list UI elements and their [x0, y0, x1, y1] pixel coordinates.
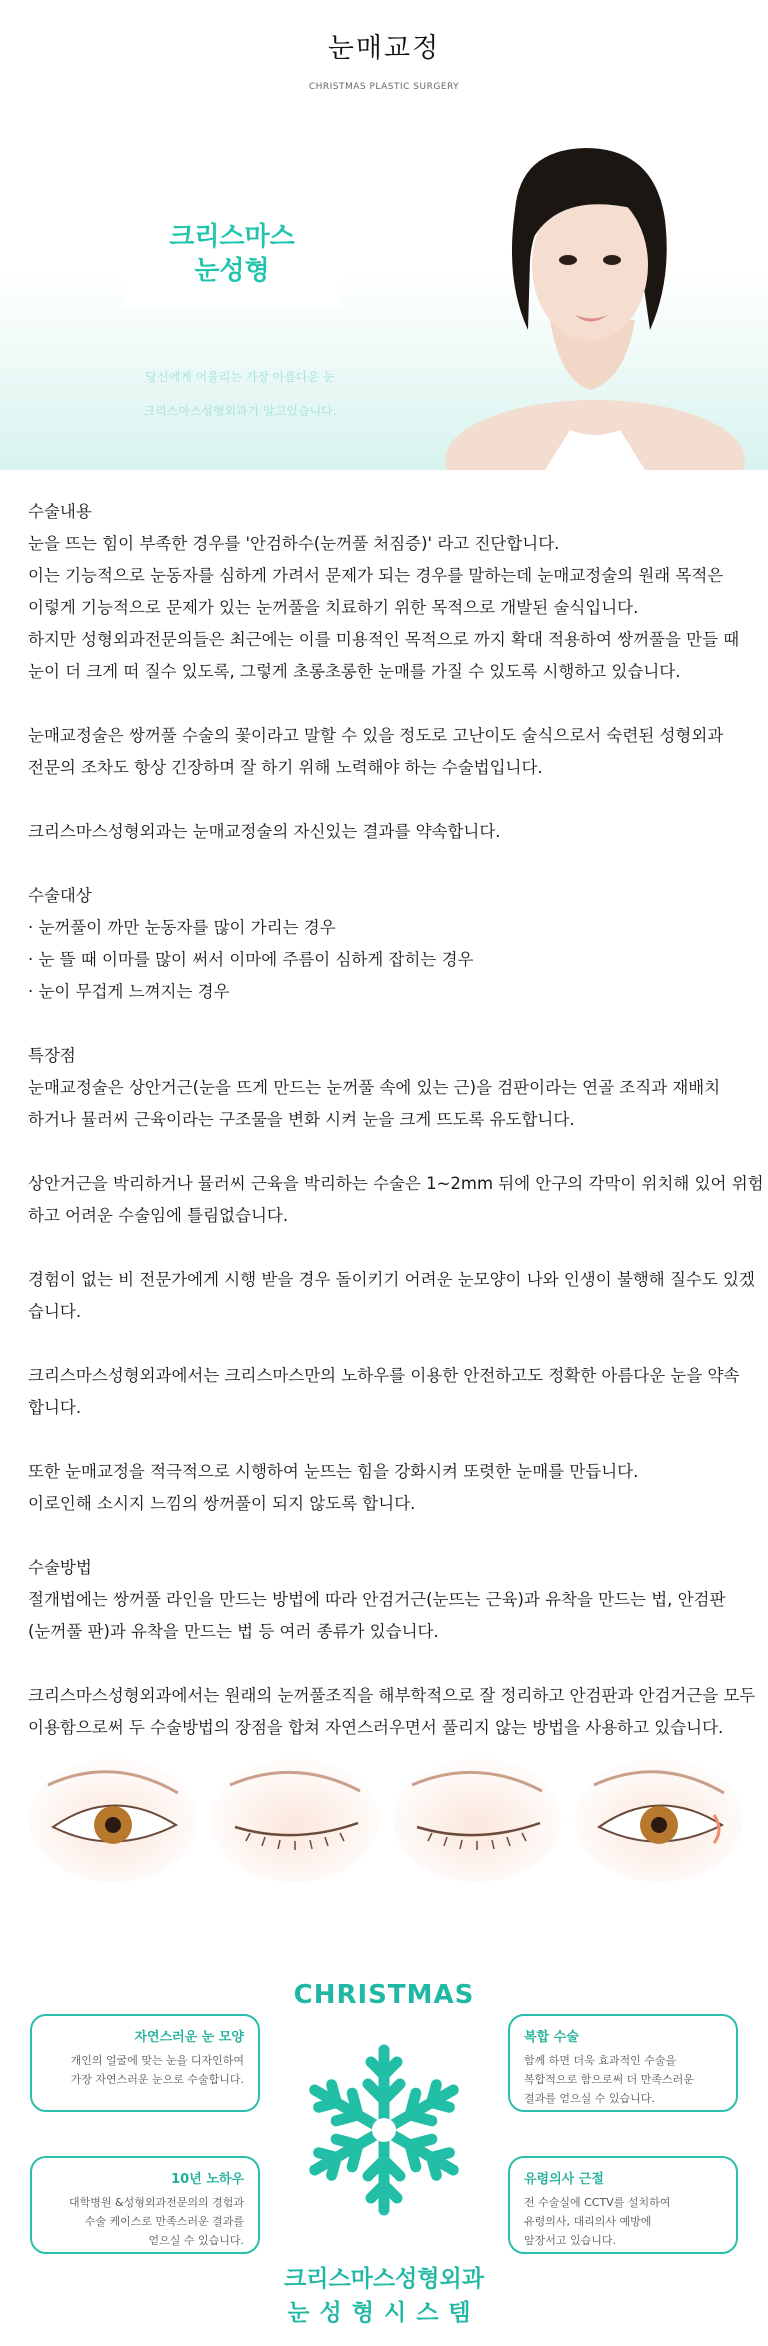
procedure-description: [28, 496, 764, 1744]
list-item: · 눈 뜰 때 이마를 많이 써서 이마에 주름이 심하게 잡히는 경우: [28, 950, 474, 969]
text-line: 눈매교정술은 쌍꺼풀 수술의 꽃이라고 말할 수 있을 정도로 고난이도 술식으로서 숙련된 성형외과: [28, 726, 724, 745]
feature-card-natural: [30, 2014, 260, 2112]
eye-surgery-system: [0, 1970, 768, 2346]
text-line: 하고 어려운 수술임에 틀림없습니다.: [28, 1206, 289, 1225]
text-line: 습니다.: [28, 1302, 82, 1321]
card-desc-line: 수술 케이스로 만족스러운 결과를: [84, 2215, 244, 2228]
closed-eye-icon: [392, 1745, 562, 1885]
section-heading: 특장점: [28, 1046, 76, 1065]
system-brand: CHRISTMAS: [293, 1980, 475, 2010]
eye-illustrations: [28, 1745, 740, 1885]
hero-tagline-line1: 당신에게 어울리는 가장 아름다운 눈: [145, 370, 335, 384]
open-eye-icon: [574, 1745, 744, 1885]
snowflake-icon: [294, 2040, 474, 2220]
card-title: 유령의사 근절: [524, 2172, 604, 2187]
card-desc-line: 함께 하면 더욱 효과적인 수술을: [524, 2054, 677, 2067]
feature-card-combined: [508, 2014, 738, 2112]
section-heading: 수술방법: [28, 1558, 92, 1577]
text-line: 이는 기능적으로 눈동자를 심하게 가려서 문제가 되는 경우를 말하는데 눈매교정술의 원래 목적은: [28, 566, 724, 585]
text-line: 하거나 뮬러씨 근육이라는 구조물을 변화 시켜 눈을 크게 뜨도록 유도합니다.: [28, 1110, 575, 1129]
text-line: 눈이 더 크게 떠 질수 있도록, 그렇게 초롱초롱한 눈매를 가질 수 있도록 시행하고 있습니다.: [28, 662, 681, 681]
text-line: 크리스마스성형외과에서는 원래의 눈꺼풀조직을 해부학적으로 잘 정리하고 안검판과 안검거근을 모두: [28, 1686, 756, 1705]
card-desc-line: 개인의 얼굴에 맞는 눈을 디자인하여: [70, 2054, 244, 2067]
text-line: 경험이 없는 비 전문가에게 시행 받을 경우 돌이키기 어려운 눈모양이 나와 인생이 불행해 질수도 있겠: [28, 1270, 755, 1289]
text-line: 크리스마스성형외과는 눈매교정술의 자신있는 결과를 약속합니다.: [28, 822, 501, 841]
text-line: 이로인해 소시지 느낌의 쌍꺼풀이 되지 않도록 합니다.: [28, 1494, 416, 1513]
feature-card-ghost-doctor: [508, 2156, 738, 2254]
text-line: (눈꺼풀 판)과 유착을 만드는 법 등 여러 종류가 있습니다.: [28, 1622, 439, 1641]
hero-title-line2: 눈성형: [194, 256, 270, 286]
list-item: · 눈이 무겁게 느껴지는 경우: [28, 982, 230, 1001]
card-title: 10년 노하우: [171, 2172, 244, 2187]
hero-tagline-line2: 크리스마스성형외과가 알고있습니다.: [143, 404, 337, 418]
text-line: 하지만 성형외과전문의들은 최근에는 이를 미용적인 목적으로 까지 확대 적용하여 쌍꺼풀을 만들 때: [28, 630, 740, 649]
system-footer-title: 눈성형시스템: [287, 2300, 481, 2326]
text-line: 눈을 뜨는 힘이 부족한 경우를 '안검하수(눈꺼풀 처짐증)' 라고 진단합니다.: [28, 534, 560, 553]
open-eye-icon: [28, 1745, 198, 1885]
section-heading: 수술대상: [28, 886, 92, 905]
hero-banner: [0, 140, 768, 470]
card-desc-line: 앞장서고 있습니다.: [524, 2234, 617, 2247]
text-line: 상안거근을 박리하거나 뮬러씨 근육을 박리하는 수술은 1~2mm 뒤에 안구의 각막이 위치해 있어 위험: [28, 1174, 764, 1193]
card-title: 자연스러운 눈 모양: [134, 2030, 244, 2045]
card-desc-line: 유령의사, 대리의사 예방에: [524, 2215, 652, 2228]
feature-card-knowhow: [30, 2156, 260, 2254]
card-desc-line: 복합적으로 함으로써 더 만족스러운: [524, 2073, 694, 2086]
closed-eye-icon: [210, 1745, 380, 1885]
text-line: 이렇게 기능적으로 문제가 있는 눈꺼풀을 치료하기 위한 목적으로 개발된 술식입니다.: [28, 598, 639, 617]
text-line: 전문의 조차도 항상 긴장하며 잘 하기 위해 노력해야 하는 수술법입니다.: [28, 758, 543, 777]
page-subtitle: CHRISTMAS PLASTIC SURGERY: [308, 82, 460, 92]
card-desc-line: 전 수술실에 CCTV를 설치하여: [524, 2196, 671, 2209]
card-desc-line: 대학병원 &성형외과전문의의 경험과: [69, 2196, 244, 2209]
card-title: 복합 수술: [524, 2030, 579, 2045]
card-desc-line: 얻으실 수 있습니다.: [148, 2234, 244, 2247]
list-item: · 눈꺼풀이 까만 눈동자를 많이 가리는 경우: [28, 918, 336, 937]
system-footer-clinic: 크리스마스성형외과: [284, 2266, 484, 2292]
page-header: [0, 0, 768, 110]
text-line: 크리스마스성형외과에서는 크리스마스만의 노하우를 이용한 안전하고도 정확한 아름다운 눈을 약속: [28, 1366, 740, 1385]
card-desc-line: 결과를 얻으실 수 있습니다.: [524, 2092, 655, 2105]
text-line: 합니다.: [28, 1398, 82, 1417]
text-line: 절개법에는 쌍꺼풀 라인을 만드는 방법에 따라 안검거근(눈뜨는 근육)과 유착을 만드는 법, 안검판: [28, 1590, 726, 1609]
hero-title-line1: 크리스마스: [169, 222, 295, 252]
section-heading: 수술내용: [28, 502, 92, 521]
text-line: 눈매교정술은 상안거근(눈을 뜨게 만드는 눈꺼풀 속에 있는 근)을 검판이라는 연골 조직과 재배치: [28, 1078, 721, 1097]
page-title: 눈매교정: [327, 33, 441, 64]
model-photo: [410, 140, 768, 470]
card-desc-line: 가장 자연스러운 눈으로 수술합니다.: [70, 2073, 244, 2086]
text-line: 또한 눈매교정을 적극적으로 시행하여 눈뜨는 힘을 강화시켜 또렷한 눈매를 만듭니다.: [28, 1462, 639, 1481]
text-line: 이용함으로써 두 수술방법의 장점을 합쳐 자연스러우면서 풀리지 않는 방법을 사용하고 있습니다.: [28, 1718, 724, 1737]
